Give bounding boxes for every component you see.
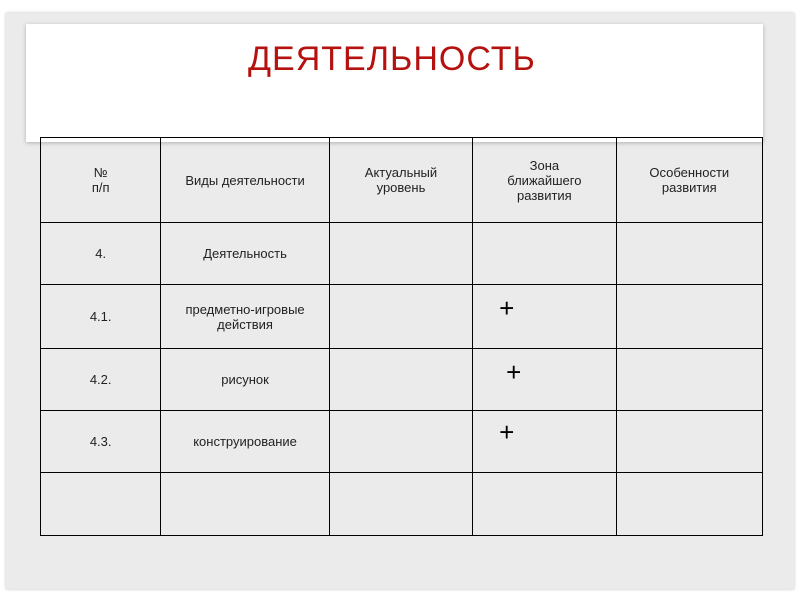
row-number: 4.1. — [41, 285, 161, 349]
table-row — [41, 349, 763, 411]
row-current — [329, 349, 472, 411]
row-activity: конструирование — [161, 411, 329, 473]
row-activity: Деятельность — [161, 223, 329, 285]
row-features — [616, 285, 762, 349]
activity-table — [40, 137, 763, 536]
table-row — [41, 223, 763, 285]
table-row — [41, 473, 763, 536]
row-zone — [473, 349, 616, 411]
row-number: 4.3. — [41, 411, 161, 473]
header-proximal-zone: Зона ближайшего развития — [473, 138, 616, 223]
plus-mark: + — [506, 357, 522, 387]
plus-mark: + — [499, 293, 515, 323]
row-features — [616, 223, 762, 285]
row-number: 4.2. — [41, 349, 161, 411]
row-current — [329, 285, 472, 349]
slide-title: ДЕЯТЕЛЬНОСТЬ — [248, 40, 536, 78]
header-row — [41, 138, 763, 223]
row-current — [329, 223, 472, 285]
row-zone — [473, 473, 616, 536]
header-development-features: Особенности развития — [616, 138, 762, 223]
row-features — [616, 473, 762, 536]
header-number: № п/п — [41, 138, 161, 223]
header-activity-type: Виды деятельности — [161, 138, 329, 223]
row-activity — [161, 473, 329, 536]
row-current — [329, 473, 472, 536]
table-row — [41, 285, 763, 349]
row-activity: рисунок — [161, 349, 329, 411]
row-zone — [473, 223, 616, 285]
row-zone — [473, 411, 616, 473]
row-features — [616, 411, 762, 473]
header-current-level: Актуальный уровень — [329, 138, 472, 223]
row-number: 4. — [41, 223, 161, 285]
row-activity: предметно-игровые действия — [161, 285, 329, 349]
table-row — [41, 411, 763, 473]
plus-mark: + — [499, 417, 515, 447]
row-current — [329, 411, 472, 473]
row-features — [616, 349, 762, 411]
row-zone — [473, 285, 616, 349]
row-number — [41, 473, 161, 536]
